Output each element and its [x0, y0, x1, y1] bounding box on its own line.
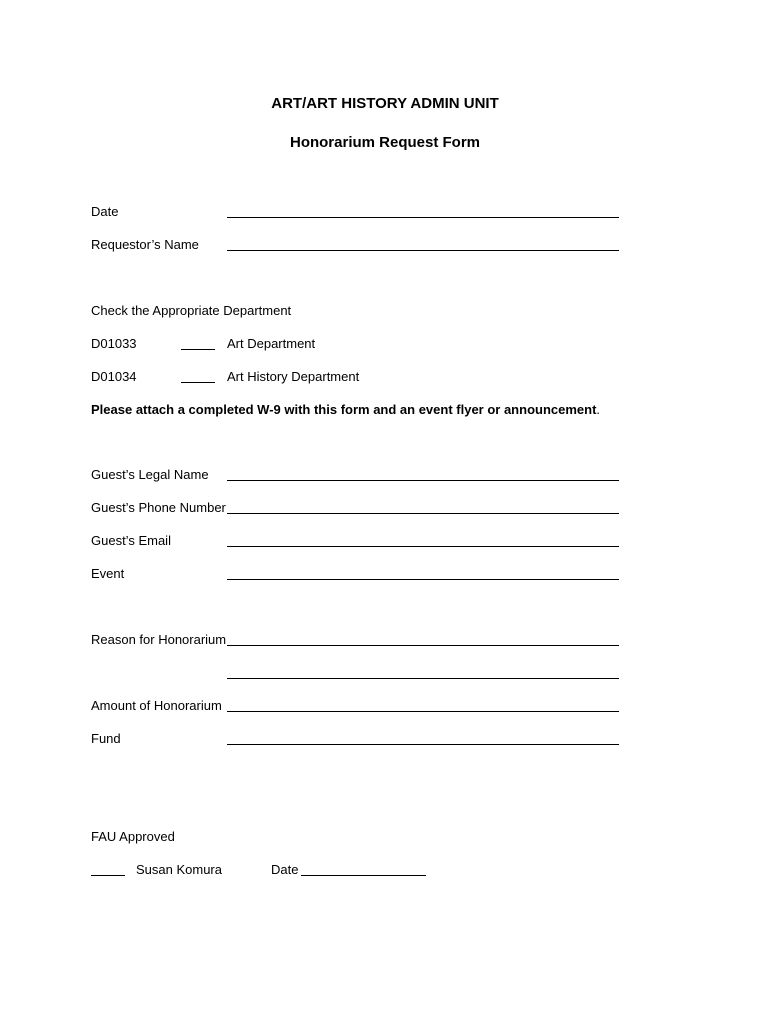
- fund-line[interactable]: [227, 744, 619, 745]
- amount-label: Amount of Honorarium: [91, 698, 222, 713]
- art-history-department-label: Art History Department: [227, 369, 360, 384]
- guest-legal-name-label: Guest’s Legal Name: [91, 467, 209, 482]
- approver-name: Susan Komura: [136, 862, 222, 877]
- art-department-checkbox-line[interactable]: [181, 349, 215, 350]
- department-code-1: D01033: [91, 336, 137, 351]
- guest-phone-label: Guest’s Phone Number: [91, 500, 226, 515]
- form-title: Honorarium Request Form: [289, 134, 481, 151]
- art-history-department-checkbox-line[interactable]: [181, 382, 215, 383]
- approval-checkbox-line[interactable]: [91, 875, 125, 876]
- w9-notice-period: .: [596, 402, 601, 417]
- reason-line-1[interactable]: [227, 645, 619, 646]
- guest-phone-line[interactable]: [227, 513, 619, 514]
- reason-line-2[interactable]: [227, 678, 619, 679]
- date-label: Date: [91, 204, 119, 219]
- event-line[interactable]: [227, 579, 619, 580]
- w9-notice-text: Please attach a completed W-9 with this form and an event flyer or announcement: [91, 402, 597, 417]
- approval-date-line[interactable]: [301, 875, 426, 876]
- guest-email-line[interactable]: [227, 546, 619, 547]
- event-label: Event: [91, 566, 125, 581]
- requestor-name-line[interactable]: [227, 250, 619, 251]
- reason-label: Reason for Honorarium: [91, 632, 227, 647]
- guest-legal-name-line[interactable]: [227, 480, 619, 481]
- fund-label: Fund: [91, 731, 121, 746]
- approval-date-label: Date: [271, 862, 299, 877]
- date-line[interactable]: [227, 217, 619, 218]
- department-code-2: D01034: [91, 369, 137, 384]
- guest-email-label: Guest’s Email: [91, 533, 171, 548]
- amount-line[interactable]: [227, 711, 619, 712]
- art-department-label: Art Department: [227, 336, 316, 351]
- requestor-name-label: Requestor’s Name: [91, 237, 199, 252]
- w9-notice: [91, 402, 600, 417]
- fau-approved-heading: FAU Approved: [91, 829, 175, 844]
- department-heading: Check the Appropriate Department: [91, 303, 292, 318]
- unit-title: ART/ART HISTORY ADMIN UNIT: [271, 95, 499, 112]
